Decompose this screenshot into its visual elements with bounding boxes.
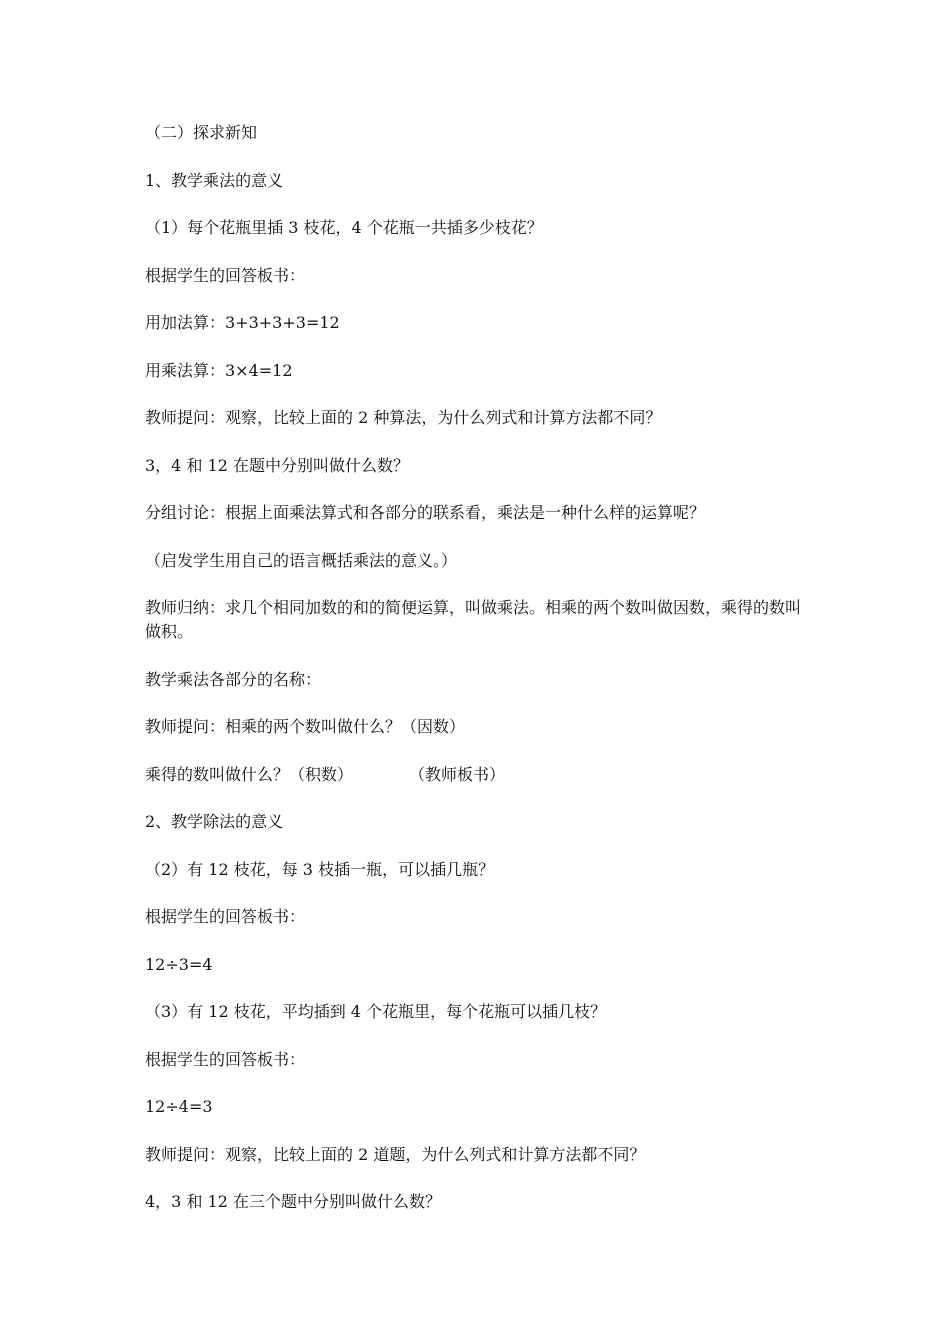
hint-note: （启发学生用自己的语言概括乘法的意义。）	[145, 550, 458, 570]
product-question-line	[145, 763, 810, 787]
addition-equation: 用加法算：3+3+3+3=12	[145, 313, 340, 332]
division-equation-1: 12÷3=4	[145, 954, 213, 974]
group-discussion: 分组讨论：根据上面乘法算式和各部分的联系看，乘法是一种什么样的运算呢？	[145, 503, 706, 522]
problem-1: （1）每个花瓶里插 3 枝花，4 个花瓶一共插多少枝花？	[145, 218, 543, 237]
subsection-heading-multiplication: 1、教学乘法的意义	[145, 170, 284, 190]
board-note: 根据学生的回答板书：	[145, 265, 306, 285]
division-equation-2: 12÷4=3	[145, 1097, 213, 1116]
board-note: 根据学生的回答板书：	[145, 1049, 306, 1069]
board-note: 根据学生的回答板书：	[145, 907, 306, 926]
problem-3: （3）有 12 枝花，平均插到 4 个花瓶里，每个花瓶可以插几枝？	[145, 1002, 607, 1021]
factor-question: 教师提问：相乘的两个数叫做什么？（因数）	[145, 717, 466, 736]
teacher-question-division: 教师提问：观察，比较上面的 2 道题，为什么列式和计算方法都不同？	[145, 1144, 646, 1164]
number-question-division: 4，3 和 12 在三个题中分别叫做什么数？	[145, 1192, 441, 1211]
board-label: （教师板书）	[409, 764, 506, 784]
teacher-summary: 教师归纳：求几个相同加数的和的简便运算，叫做乘法。相乘的两个数叫做因数，乘得的数叫做积。	[145, 598, 802, 641]
multiplication-equation: 用乘法算：3×4=12	[145, 360, 293, 380]
document-body	[145, 121, 810, 1238]
subsection-heading-division: 2、教学除法的意义	[145, 812, 284, 831]
parts-heading: 教学乘法各部分的名称：	[145, 669, 322, 689]
problem-2: （2）有 12 枝花，每 3 枝插一瓶，可以插几瓶？	[145, 859, 495, 879]
number-question: 3，4 和 12 在题中分别叫做什么数？	[145, 455, 409, 475]
product-question: 乘得的数叫做什么？（积数）	[145, 764, 354, 784]
teacher-question: 教师提问：观察，比较上面的 2 种算法，为什么列式和计算方法都不同？	[145, 408, 662, 427]
section-heading: （二）探求新知	[145, 123, 258, 142]
